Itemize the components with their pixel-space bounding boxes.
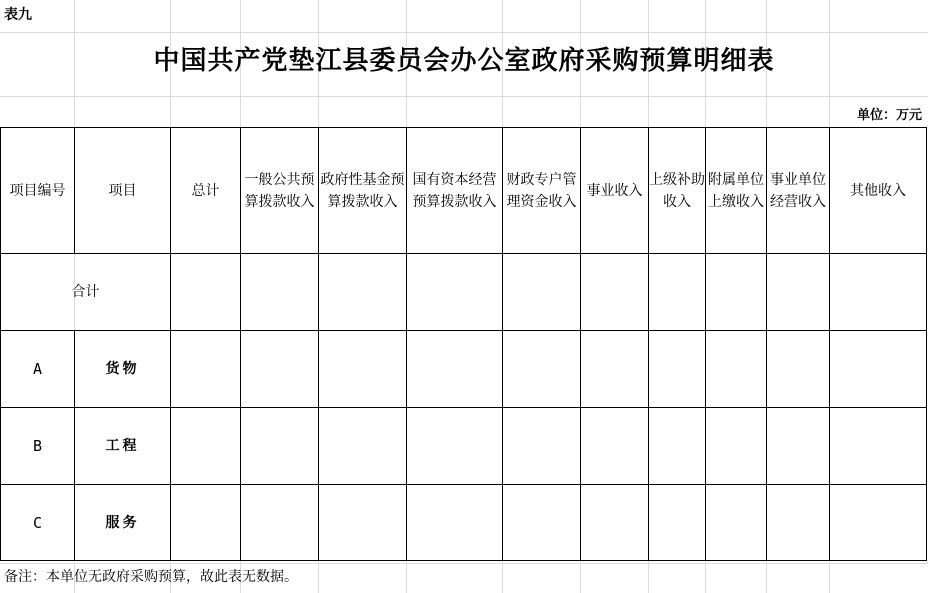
empty-cell xyxy=(319,254,407,331)
empty-cell xyxy=(171,408,241,485)
unit-label: 单位：万元 xyxy=(856,108,922,123)
empty-cell xyxy=(767,485,830,561)
empty-cell xyxy=(241,254,319,331)
procurement-table xyxy=(0,127,927,561)
empty-cell xyxy=(503,254,581,331)
empty-cell xyxy=(830,485,927,561)
empty-cell xyxy=(241,408,319,485)
empty-cell xyxy=(171,254,241,331)
table-row xyxy=(1,331,927,408)
row-name: 服务 xyxy=(75,485,171,561)
row-name: 货物 xyxy=(75,331,171,408)
header-cell: 其他收入 xyxy=(830,128,927,254)
empty-cell xyxy=(319,408,407,485)
empty-cell xyxy=(319,485,407,561)
table-row xyxy=(1,408,927,485)
header-cell: 一般公共预算拨款收入 xyxy=(241,128,319,254)
empty-cell xyxy=(581,408,649,485)
header-cell: 附属单位上缴收入 xyxy=(706,128,767,254)
empty-cell xyxy=(581,485,649,561)
header-cell: 项目 xyxy=(75,128,171,254)
header-row xyxy=(1,128,927,254)
empty-cell xyxy=(830,408,927,485)
empty-cell xyxy=(767,254,830,331)
empty-cell xyxy=(171,485,241,561)
empty-cell xyxy=(407,254,503,331)
empty-cell xyxy=(649,254,706,331)
header-cell: 财政专户管理资金收入 xyxy=(503,128,581,254)
header-cell: 总计 xyxy=(171,128,241,254)
empty-cell xyxy=(767,331,830,408)
total-row xyxy=(1,254,927,331)
empty-cell xyxy=(706,254,767,331)
header-cell: 上级补助收入 xyxy=(649,128,706,254)
empty-cell xyxy=(171,331,241,408)
header-cell: 项目编号 xyxy=(1,128,75,254)
empty-cell xyxy=(830,254,927,331)
empty-cell xyxy=(407,408,503,485)
row-name: 工程 xyxy=(75,408,171,485)
row-code: C xyxy=(1,485,75,561)
empty-cell xyxy=(407,331,503,408)
empty-cell xyxy=(503,331,581,408)
empty-cell xyxy=(706,485,767,561)
empty-cell xyxy=(581,254,649,331)
empty-cell xyxy=(649,331,706,408)
total-label: 合计 xyxy=(1,254,171,331)
header-cell: 国有资本经营预算拨款收入 xyxy=(407,128,503,254)
empty-cell xyxy=(649,485,706,561)
empty-cell xyxy=(706,331,767,408)
page-title: 中国共产党垫江县委员会办公室政府采购预算明细表 xyxy=(153,46,775,76)
empty-cell xyxy=(649,408,706,485)
footnote: 备注：本单位无政府采购预算，故此表无数据。 xyxy=(4,569,298,585)
empty-cell xyxy=(241,331,319,408)
table-label: 表九 xyxy=(4,7,32,23)
header-cell: 政府性基金预算拨款收入 xyxy=(319,128,407,254)
empty-cell xyxy=(241,485,319,561)
empty-cell xyxy=(830,331,927,408)
header-cell: 事业收入 xyxy=(581,128,649,254)
empty-cell xyxy=(706,408,767,485)
empty-cell xyxy=(319,331,407,408)
empty-cell xyxy=(503,408,581,485)
empty-cell xyxy=(767,408,830,485)
empty-cell xyxy=(407,485,503,561)
row-code: B xyxy=(1,408,75,485)
empty-cell xyxy=(503,485,581,561)
header-cell: 事业单位经营收入 xyxy=(767,128,830,254)
row-code: A xyxy=(1,331,75,408)
empty-cell xyxy=(581,331,649,408)
table-row xyxy=(1,485,927,561)
